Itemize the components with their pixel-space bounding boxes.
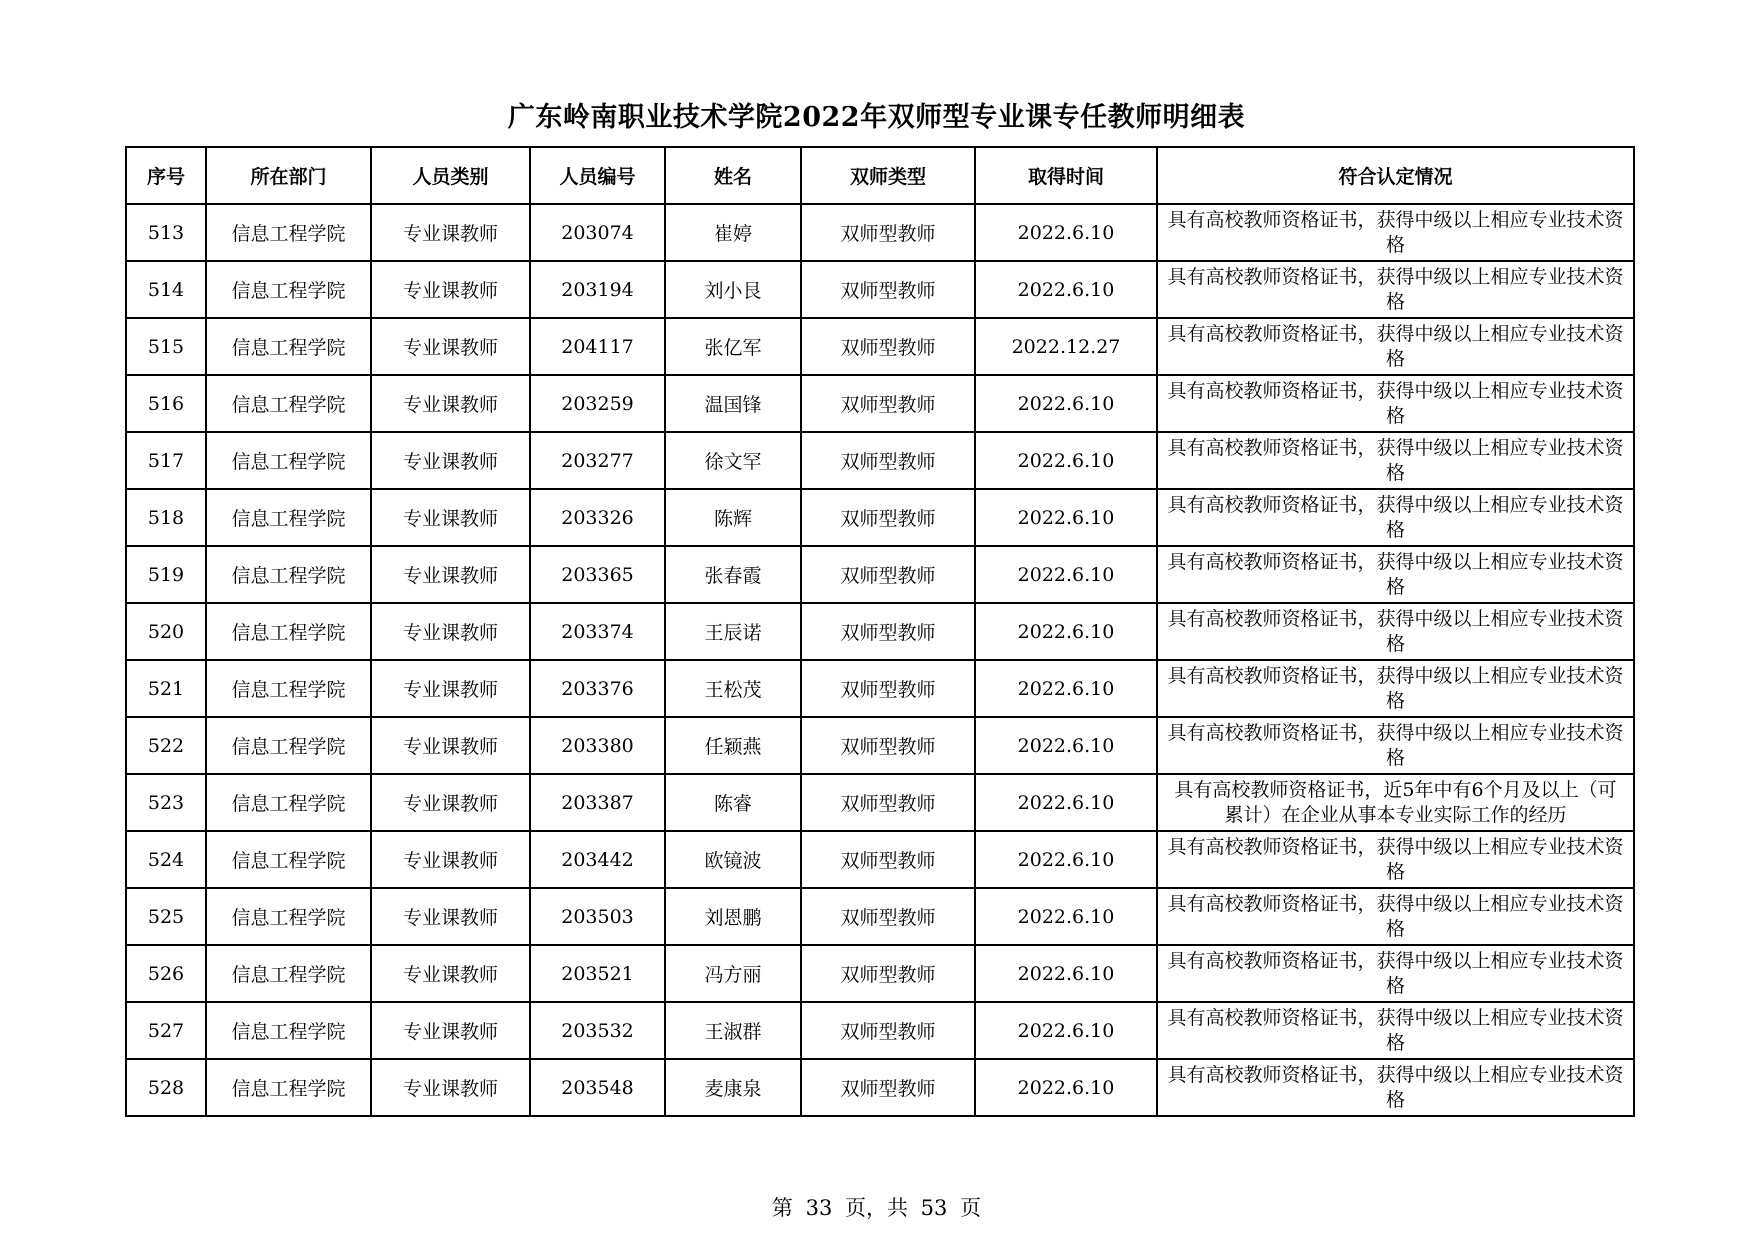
cell-name: 冯方丽 — [665, 945, 801, 1002]
cell-staff-id: 203376 — [530, 660, 665, 717]
cell-category: 专业课教师 — [371, 375, 530, 432]
cell-date: 2022.6.10 — [975, 717, 1157, 774]
cell-staff-id: 203259 — [530, 375, 665, 432]
cell-basis: 具有高校教师资格证书，获得中级以上相应专业技术资格 — [1157, 375, 1634, 432]
cell-type: 双师型教师 — [801, 888, 975, 945]
cell-dept: 信息工程学院 — [206, 489, 371, 546]
column-header-category: 人员类别 — [371, 147, 530, 204]
cell-type: 双师型教师 — [801, 945, 975, 1002]
cell-date: 2022.6.10 — [975, 945, 1157, 1002]
cell-date: 2022.6.10 — [975, 432, 1157, 489]
cell-dept: 信息工程学院 — [206, 660, 371, 717]
cell-category: 专业课教师 — [371, 660, 530, 717]
cell-type: 双师型教师 — [801, 432, 975, 489]
cell-seq: 527 — [126, 1002, 206, 1059]
cell-dept: 信息工程学院 — [206, 945, 371, 1002]
cell-date: 2022.6.10 — [975, 546, 1157, 603]
cell-seq: 521 — [126, 660, 206, 717]
cell-basis: 具有高校教师资格证书，获得中级以上相应专业技术资格 — [1157, 603, 1634, 660]
cell-seq: 523 — [126, 774, 206, 831]
cell-date: 2022.6.10 — [975, 660, 1157, 717]
cell-dept: 信息工程学院 — [206, 774, 371, 831]
cell-basis: 具有高校教师资格证书，获得中级以上相应专业技术资格 — [1157, 261, 1634, 318]
cell-basis: 具有高校教师资格证书，获得中级以上相应专业技术资格 — [1157, 546, 1634, 603]
cell-staff-id: 203442 — [530, 831, 665, 888]
cell-name: 麦康泉 — [665, 1059, 801, 1116]
cell-basis: 具有高校教师资格证书，获得中级以上相应专业技术资格 — [1157, 717, 1634, 774]
column-header-staff-id: 人员编号 — [530, 147, 665, 204]
column-header-basis: 符合认定情况 — [1157, 147, 1634, 204]
cell-dept: 信息工程学院 — [206, 1002, 371, 1059]
table-row — [126, 1002, 1634, 1059]
cell-basis: 具有高校教师资格证书，获得中级以上相应专业技术资格 — [1157, 489, 1634, 546]
cell-seq: 528 — [126, 1059, 206, 1116]
cell-seq: 524 — [126, 831, 206, 888]
cell-name: 王松茂 — [665, 660, 801, 717]
cell-date: 2022.6.10 — [975, 774, 1157, 831]
cell-basis: 具有高校教师资格证书，获得中级以上相应专业技术资格 — [1157, 1059, 1634, 1116]
table-row — [126, 489, 1634, 546]
cell-name: 欧镜波 — [665, 831, 801, 888]
table-row — [126, 831, 1634, 888]
cell-staff-id: 203074 — [530, 204, 665, 261]
cell-basis: 具有高校教师资格证书，获得中级以上相应专业技术资格 — [1157, 831, 1634, 888]
cell-category: 专业课教师 — [371, 774, 530, 831]
table-row — [126, 945, 1634, 1002]
cell-date: 2022.12.27 — [975, 318, 1157, 375]
cell-seq: 520 — [126, 603, 206, 660]
table-body — [126, 204, 1634, 1116]
table-row — [126, 432, 1634, 489]
table-row — [126, 717, 1634, 774]
cell-name: 张春霞 — [665, 546, 801, 603]
cell-name: 刘恩鹏 — [665, 888, 801, 945]
cell-category: 专业课教师 — [371, 546, 530, 603]
cell-staff-id: 203194 — [530, 261, 665, 318]
cell-date: 2022.6.10 — [975, 888, 1157, 945]
cell-dept: 信息工程学院 — [206, 888, 371, 945]
cell-date: 2022.6.10 — [975, 261, 1157, 318]
cell-dept: 信息工程学院 — [206, 432, 371, 489]
table-row — [126, 261, 1634, 318]
cell-name: 陈辉 — [665, 489, 801, 546]
cell-type: 双师型教师 — [801, 546, 975, 603]
cell-dept: 信息工程学院 — [206, 318, 371, 375]
cell-date: 2022.6.10 — [975, 831, 1157, 888]
cell-category: 专业课教师 — [371, 204, 530, 261]
table-row — [126, 318, 1634, 375]
cell-type: 双师型教师 — [801, 375, 975, 432]
cell-staff-id: 203374 — [530, 603, 665, 660]
column-header-date: 取得时间 — [975, 147, 1157, 204]
cell-seq: 526 — [126, 945, 206, 1002]
cell-name: 王淑群 — [665, 1002, 801, 1059]
cell-dept: 信息工程学院 — [206, 546, 371, 603]
cell-seq: 525 — [126, 888, 206, 945]
cell-category: 专业课教师 — [371, 318, 530, 375]
cell-basis: 具有高校教师资格证书，获得中级以上相应专业技术资格 — [1157, 888, 1634, 945]
cell-type: 双师型教师 — [801, 831, 975, 888]
cell-seq: 513 — [126, 204, 206, 261]
page-footer: 第 33 页，共 53 页 — [771, 1196, 982, 1220]
cell-date: 2022.6.10 — [975, 204, 1157, 261]
cell-date: 2022.6.10 — [975, 603, 1157, 660]
table-row — [126, 774, 1634, 831]
cell-category: 专业课教师 — [371, 489, 530, 546]
cell-date: 2022.6.10 — [975, 1002, 1157, 1059]
column-header-type: 双师类型 — [801, 147, 975, 204]
cell-type: 双师型教师 — [801, 1002, 975, 1059]
table-row — [126, 546, 1634, 603]
cell-category: 专业课教师 — [371, 717, 530, 774]
cell-category: 专业课教师 — [371, 888, 530, 945]
cell-basis: 具有高校教师资格证书，获得中级以上相应专业技术资格 — [1157, 660, 1634, 717]
table-row — [126, 204, 1634, 261]
cell-category: 专业课教师 — [371, 831, 530, 888]
table-row — [126, 375, 1634, 432]
cell-type: 双师型教师 — [801, 717, 975, 774]
cell-type: 双师型教师 — [801, 1059, 975, 1116]
cell-type: 双师型教师 — [801, 318, 975, 375]
cell-seq: 518 — [126, 489, 206, 546]
cell-staff-id: 203365 — [530, 546, 665, 603]
cell-type: 双师型教师 — [801, 603, 975, 660]
cell-basis: 具有高校教师资格证书，获得中级以上相应专业技术资格 — [1157, 318, 1634, 375]
cell-dept: 信息工程学院 — [206, 375, 371, 432]
cell-name: 刘小艮 — [665, 261, 801, 318]
cell-basis: 具有高校教师资格证书，获得中级以上相应专业技术资格 — [1157, 204, 1634, 261]
cell-basis: 具有高校教师资格证书，近5年中有6个月及以上（可累计）在企业从事本专业实际工作的经历 — [1157, 774, 1634, 831]
cell-date: 2022.6.10 — [975, 489, 1157, 546]
cell-type: 双师型教师 — [801, 489, 975, 546]
cell-name: 张亿军 — [665, 318, 801, 375]
cell-staff-id: 203503 — [530, 888, 665, 945]
cell-name: 徐文罕 — [665, 432, 801, 489]
cell-basis: 具有高校教师资格证书，获得中级以上相应专业技术资格 — [1157, 945, 1634, 1002]
column-header-dept: 所在部门 — [206, 147, 371, 204]
cell-dept: 信息工程学院 — [206, 831, 371, 888]
cell-seq: 522 — [126, 717, 206, 774]
cell-seq: 515 — [126, 318, 206, 375]
cell-staff-id: 203387 — [530, 774, 665, 831]
cell-seq: 514 — [126, 261, 206, 318]
cell-name: 任颖燕 — [665, 717, 801, 774]
cell-dept: 信息工程学院 — [206, 1059, 371, 1116]
table-row — [126, 1059, 1634, 1116]
cell-staff-id: 203521 — [530, 945, 665, 1002]
page-title: 广东岭南职业技术学院2022年双师型专业课专任教师明细表 — [507, 102, 1246, 133]
cell-dept: 信息工程学院 — [206, 603, 371, 660]
cell-category: 专业课教师 — [371, 1002, 530, 1059]
cell-category: 专业课教师 — [371, 432, 530, 489]
cell-category: 专业课教师 — [371, 261, 530, 318]
cell-category: 专业课教师 — [371, 603, 530, 660]
cell-staff-id: 203548 — [530, 1059, 665, 1116]
cell-name: 温国锋 — [665, 375, 801, 432]
cell-staff-id: 203326 — [530, 489, 665, 546]
cell-staff-id: 203532 — [530, 1002, 665, 1059]
cell-dept: 信息工程学院 — [206, 204, 371, 261]
table-row — [126, 603, 1634, 660]
cell-dept: 信息工程学院 — [206, 717, 371, 774]
cell-basis: 具有高校教师资格证书，获得中级以上相应专业技术资格 — [1157, 1002, 1634, 1059]
column-header-seq: 序号 — [126, 147, 206, 204]
cell-dept: 信息工程学院 — [206, 261, 371, 318]
column-header-name: 姓名 — [665, 147, 801, 204]
cell-staff-id: 203277 — [530, 432, 665, 489]
cell-type: 双师型教师 — [801, 204, 975, 261]
cell-category: 专业课教师 — [371, 945, 530, 1002]
cell-date: 2022.6.10 — [975, 375, 1157, 432]
cell-name: 王辰诺 — [665, 603, 801, 660]
cell-type: 双师型教师 — [801, 774, 975, 831]
cell-type: 双师型教师 — [801, 261, 975, 318]
cell-seq: 519 — [126, 546, 206, 603]
cell-basis: 具有高校教师资格证书，获得中级以上相应专业技术资格 — [1157, 432, 1634, 489]
cell-name: 陈睿 — [665, 774, 801, 831]
teacher-table — [125, 146, 1635, 1117]
cell-seq: 517 — [126, 432, 206, 489]
cell-type: 双师型教师 — [801, 660, 975, 717]
cell-category: 专业课教师 — [371, 1059, 530, 1116]
cell-date: 2022.6.10 — [975, 1059, 1157, 1116]
cell-seq: 516 — [126, 375, 206, 432]
cell-staff-id: 203380 — [530, 717, 665, 774]
cell-staff-id: 204117 — [530, 318, 665, 375]
table-row — [126, 660, 1634, 717]
cell-name: 崔婷 — [665, 204, 801, 261]
header-row — [126, 147, 1634, 204]
table-row — [126, 888, 1634, 945]
